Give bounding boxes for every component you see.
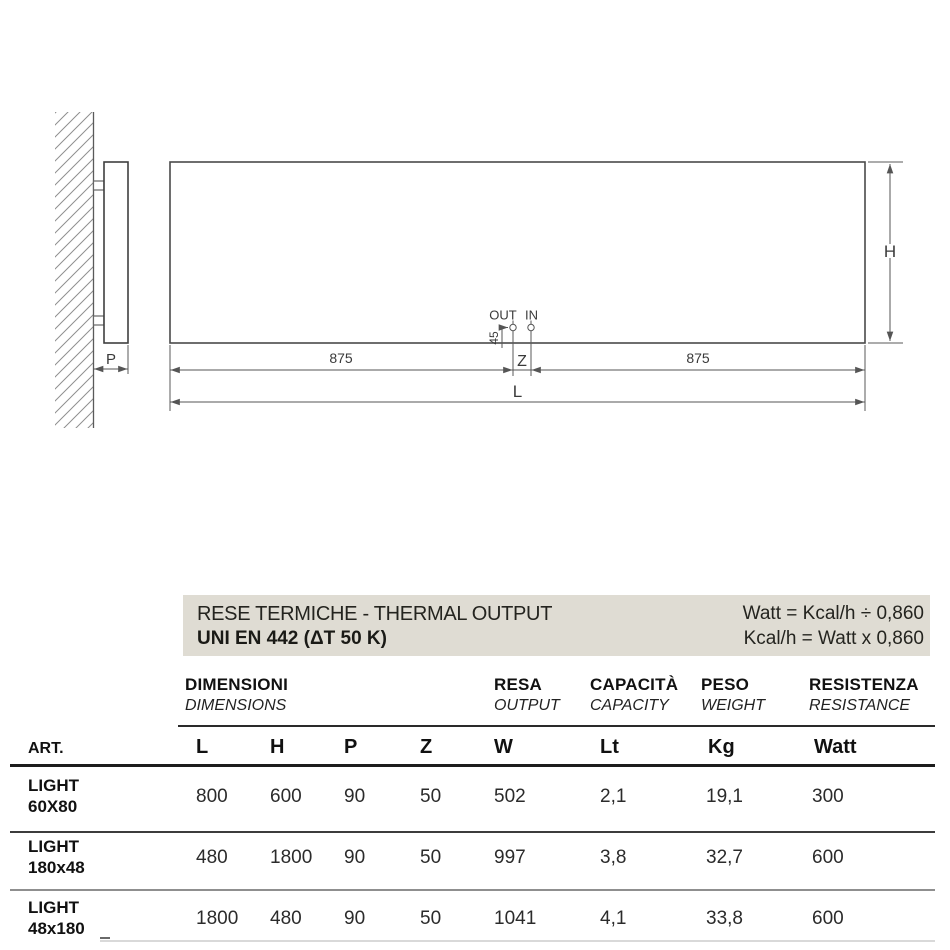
group-resa-en: OUTPUT — [494, 697, 560, 714]
row1-value-p: 90 — [344, 786, 366, 807]
group-capacita-en: CAPACITY — [590, 697, 669, 714]
row3-value-watt: 600 — [812, 908, 844, 929]
thermal-output-band — [183, 595, 930, 656]
row1-value-kg: 19,1 — [706, 786, 743, 807]
dim-875-right-label: 875 — [686, 350, 710, 366]
row2-name-line1: LIGHT — [28, 837, 79, 856]
row1-value-z: 50 — [420, 786, 442, 807]
row3-value-z: 50 — [420, 908, 442, 929]
row2-value-w: 997 — [494, 847, 526, 868]
row1-name-line1: LIGHT — [28, 776, 79, 795]
row1-value-lt: 2,1 — [600, 786, 627, 807]
group-capacita-it: CAPACITÀ — [590, 675, 679, 694]
technical-drawing — [0, 0, 950, 470]
row3-name-line1: LIGHT — [28, 898, 79, 917]
group-header-resistance — [809, 674, 919, 716]
row2-value-z: 50 — [420, 847, 442, 868]
group-header-output — [494, 674, 560, 716]
group-peso-en: WEIGHT — [701, 697, 765, 714]
dim-h — [884, 164, 896, 341]
out-connection-point — [510, 324, 516, 330]
unit-header-kg: Kg — [708, 736, 735, 758]
group-resa-it: RESA — [494, 675, 543, 694]
connections — [489, 308, 538, 335]
wall-section — [55, 112, 94, 428]
row2-value-lt: 3,8 — [600, 847, 627, 868]
rule-under-unit-row — [10, 764, 935, 767]
thermal-output-title-line2: UNI EN 442 (ΔT 50 K) — [197, 628, 387, 649]
row3-value-lt: 4,1 — [600, 908, 627, 929]
dim-l — [171, 382, 865, 402]
row-light-48x180-name — [28, 897, 85, 939]
dim-45 — [487, 328, 508, 349]
dim-p — [94, 351, 128, 369]
group-dimensioni-it: DIMENSIONI — [185, 675, 289, 694]
row1-value-w: 502 — [494, 786, 526, 807]
row-light-180x48-name — [28, 836, 85, 878]
group-peso-it: PESO — [701, 675, 750, 694]
row2-value-kg: 32,7 — [706, 847, 743, 868]
mounting-bracket-top — [94, 181, 105, 190]
row1-value-watt: 300 — [812, 786, 844, 807]
dim-45-label: 45 — [487, 331, 501, 345]
extension-lines — [128, 162, 903, 411]
out-label: OUT — [489, 307, 517, 323]
rule-under-group-headers — [178, 725, 935, 727]
row3-value-l: 1800 — [196, 908, 239, 929]
dim-h-label: H — [883, 242, 897, 261]
conversion-formulas — [743, 595, 930, 656]
thermal-output-title — [183, 595, 552, 656]
radiator-side-panel — [104, 162, 128, 343]
in-connection-point — [528, 324, 534, 330]
row-light-60x80-name — [28, 775, 79, 817]
dim-z-label: Z — [517, 353, 527, 370]
row3-value-kg: 33,8 — [706, 908, 743, 929]
row3-name-line2: 48x180 — [28, 919, 85, 938]
rule-under-row2 — [10, 889, 935, 891]
group-resistenza-en: RESISTANCE — [809, 697, 911, 714]
thermal-output-title-line1: RESE TERMICHE - THERMAL OUTPUT — [197, 603, 553, 625]
row3-value-h: 480 — [270, 908, 302, 929]
art-column-header: ART. — [28, 740, 64, 757]
row2-name-line2: 180x48 — [28, 858, 85, 877]
rule-under-row1 — [10, 831, 935, 833]
row1-value-h: 600 — [270, 786, 302, 807]
rule-under-row3-faint — [100, 940, 935, 942]
unit-header-lt: Lt — [600, 736, 619, 758]
dim-p-label: P — [105, 351, 117, 368]
row2-value-watt: 600 — [812, 847, 844, 868]
row1-name-line2: 60X80 — [28, 797, 78, 816]
unit-header-w: W — [494, 736, 513, 758]
dim-875-left-label: 875 — [329, 350, 353, 366]
row3-value-w: 1041 — [494, 908, 537, 929]
group-dimensioni-en: DIMENSIONS — [185, 697, 287, 714]
row1-value-l: 800 — [196, 786, 228, 807]
row2-value-h: 1800 — [270, 847, 313, 868]
row3-value-p: 90 — [344, 908, 366, 929]
group-resistenza-it: RESISTENZA — [809, 675, 919, 694]
group-header-dimensions — [185, 674, 288, 716]
dim-l-label: L — [512, 382, 523, 401]
unit-header-z: Z — [420, 736, 433, 758]
wall-hatch — [55, 112, 93, 428]
formula-kcal-to-watt: Kcal/h = Watt x 0,860 — [743, 628, 924, 649]
rule-under-row3-dark-end — [100, 937, 110, 939]
unit-header-watt: Watt — [814, 736, 857, 758]
row2-value-l: 480 — [196, 847, 228, 868]
formula-watt-to-kcal: Watt = Kcal/h ÷ 0,860 — [742, 603, 924, 624]
dim-875-z-875 — [171, 350, 865, 370]
radiator-side-view — [94, 162, 129, 343]
group-header-weight — [701, 674, 765, 716]
mounting-bracket-bottom — [94, 316, 105, 325]
unit-header-h: H — [270, 736, 285, 758]
unit-header-l: L — [196, 736, 209, 758]
in-label: IN — [525, 307, 538, 323]
radiator-front-view — [170, 162, 865, 343]
row2-value-p: 90 — [344, 847, 366, 868]
group-header-capacity — [590, 674, 678, 716]
unit-header-p: P — [344, 736, 358, 758]
